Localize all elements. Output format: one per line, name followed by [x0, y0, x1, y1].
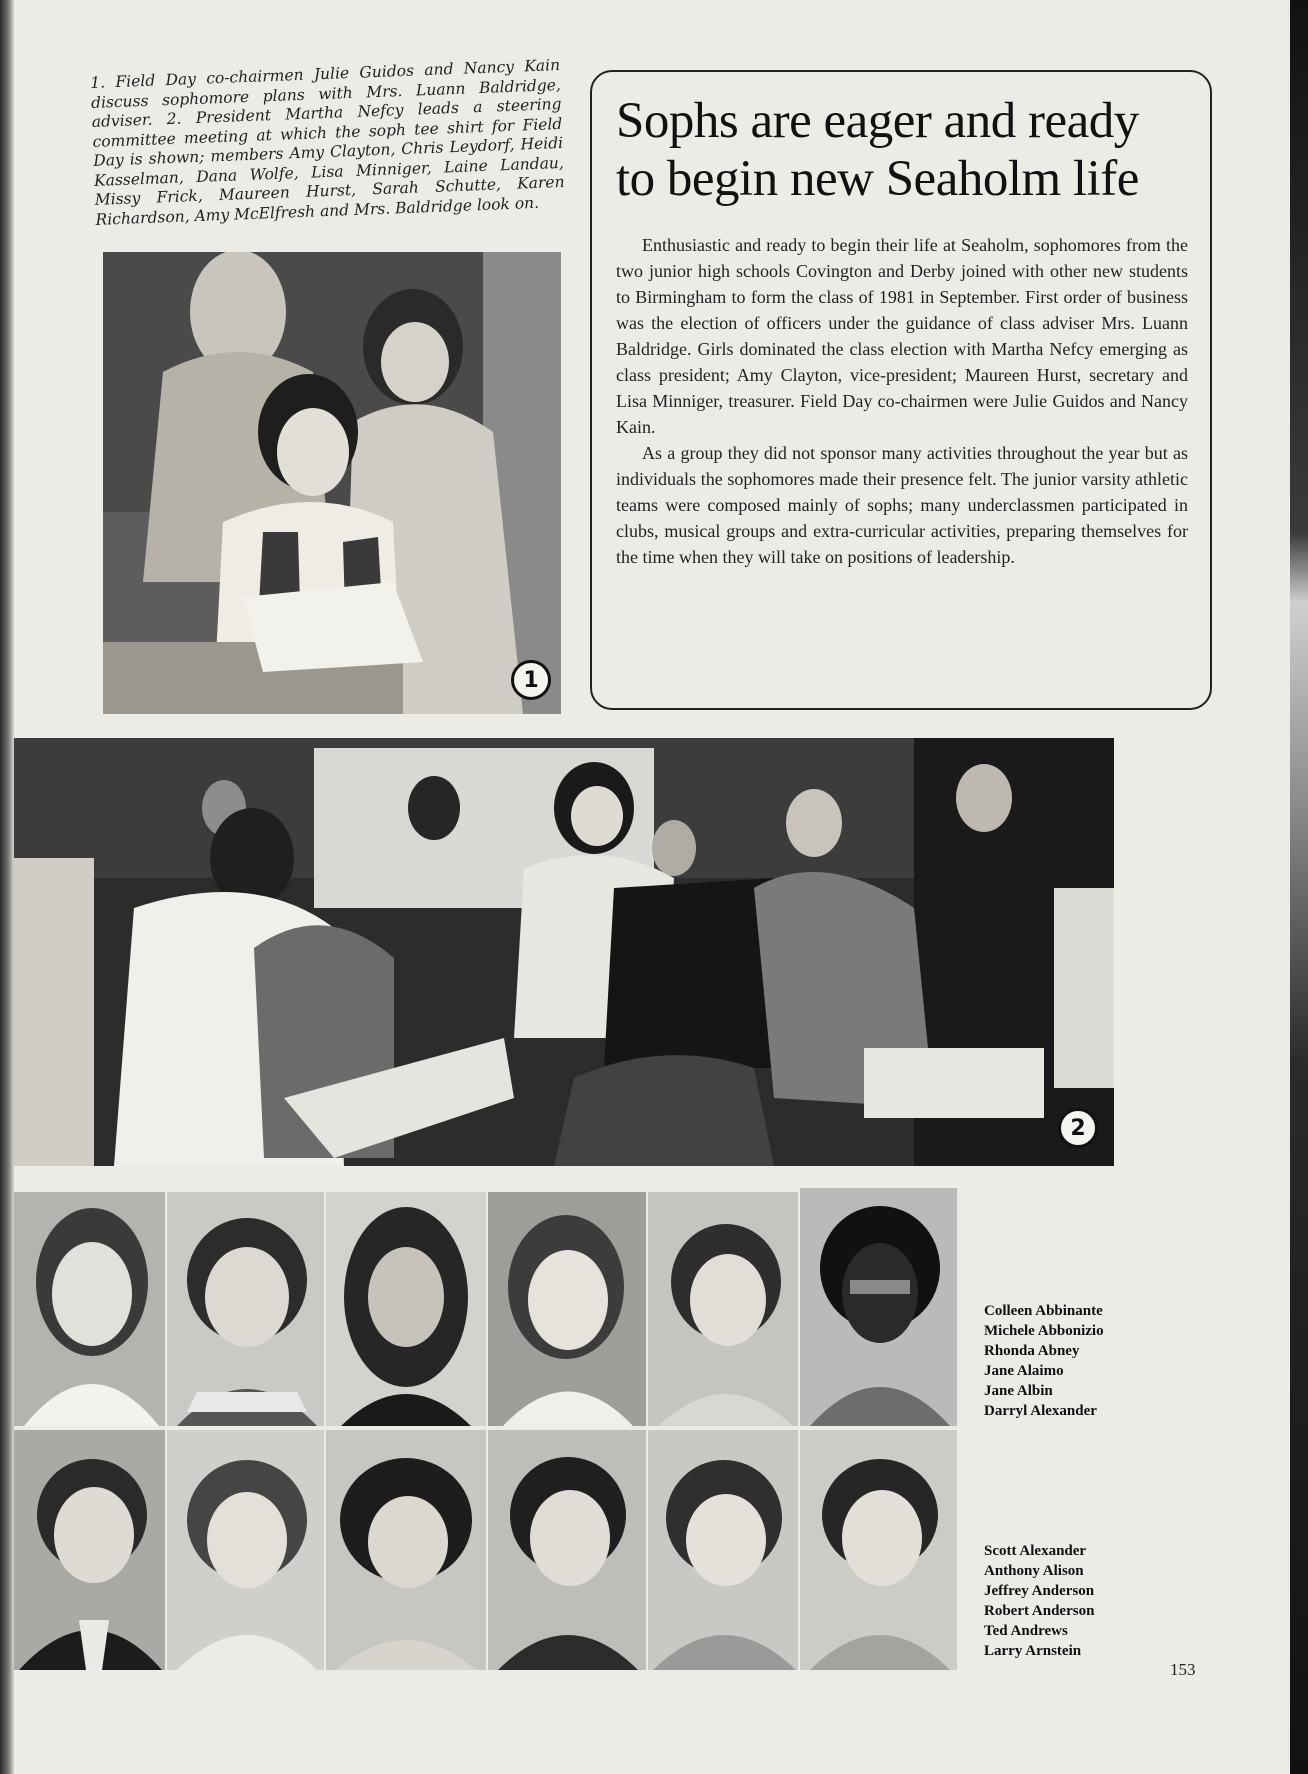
portrait-photo [14, 1192, 165, 1426]
portrait-photo [167, 1430, 324, 1670]
student-name: Colleen Abbinante [984, 1303, 1103, 1319]
name-list-row-1 [984, 1301, 1164, 1421]
portrait-photo [800, 1430, 957, 1670]
story-box [590, 70, 1212, 710]
student-name: Darryl Alexander [984, 1403, 1097, 1419]
headline [616, 92, 1188, 208]
student-name: Rhonda Abney [984, 1343, 1080, 1359]
photo-badge-1: 1 [511, 660, 551, 700]
student-name: Robert Anderson [984, 1603, 1095, 1619]
headline-line-1: Sophs are eager and ready [616, 93, 1139, 149]
story-paragraph-1: Enthusiastic and ready to begin their life at Seaholm, sophomores from the two junior high schools Covington and Derby joined with other new students to Birmingham to form the class of 1981 in September. First order of business was the election of officers under the guidance of class adviser Mrs. Luann Baldridge. Girls dominated the class election with Martha Nefcy emerging as class president; Amy Clayton, vice-president; Maureen Hurst, secretary and Lisa Minniger, treasurer. Field Day co-chairmen were Julie Guidos and Nancy Kain. [616, 235, 1188, 437]
portrait-photo [800, 1188, 957, 1426]
portrait-photo [488, 1192, 646, 1426]
portrait-photo [488, 1430, 646, 1670]
portrait-photo [648, 1192, 798, 1426]
headline-line-2: to begin new Seaholm life [616, 151, 1139, 207]
portrait-photo [14, 1430, 165, 1670]
adjacent-page-edge [1290, 0, 1308, 1774]
student-name: Jeffrey Anderson [984, 1583, 1095, 1599]
student-name: Larry Arnstein [984, 1643, 1082, 1659]
page-number: 153 [1170, 1660, 1196, 1679]
portrait-photo [648, 1430, 798, 1670]
student-name: Scott Alexander [984, 1543, 1087, 1559]
portrait-photo [326, 1192, 486, 1426]
student-name: Anthony Alison [984, 1563, 1084, 1579]
photo-2 [14, 738, 1114, 1166]
binding-gutter [0, 0, 14, 1774]
portrait-photo [326, 1430, 486, 1670]
student-name: Jane Alaimo [984, 1363, 1064, 1379]
photo-badge-2: 2 [1058, 1108, 1098, 1148]
student-name: Ted Andrews [984, 1623, 1068, 1639]
portrait-photo [167, 1192, 324, 1426]
student-name: Jane Albin [984, 1383, 1053, 1399]
photo-caption: 1. Field Day co-chairmen Julie Guidos and Nancy Kain discuss sophomore plans with Mrs. Luann Baldridge, adviser. 2. President Martha Nefcy leads a steering committee meeting at which the soph tee shirt for Field Day is shown; members Amy Clayton, Chris Leydorf, Heidi Kasselman, Dana Wolfe, Lisa Minniger, Laine Landau, Missy Frick, Maureen Hurst, Sarah Schutte, Karen Richardson, Amy McElfresh and Mrs. Baldridge look on. [90, 55, 565, 228]
story-paragraph-2: As a group they did not sponsor many activities throughout the year but as individuals the sophomores made their presence felt. The junior varsity athletic teams were composed mainly of sophs; many underclassmen participated in clubs, musical groups and extra-curricular activities, preparing themselves for the time when they will take on positions of leadership. [616, 443, 1188, 567]
name-list-row-2 [984, 1541, 1164, 1661]
student-name: Michele Abbonizio [984, 1323, 1104, 1339]
photo-1 [103, 252, 561, 714]
